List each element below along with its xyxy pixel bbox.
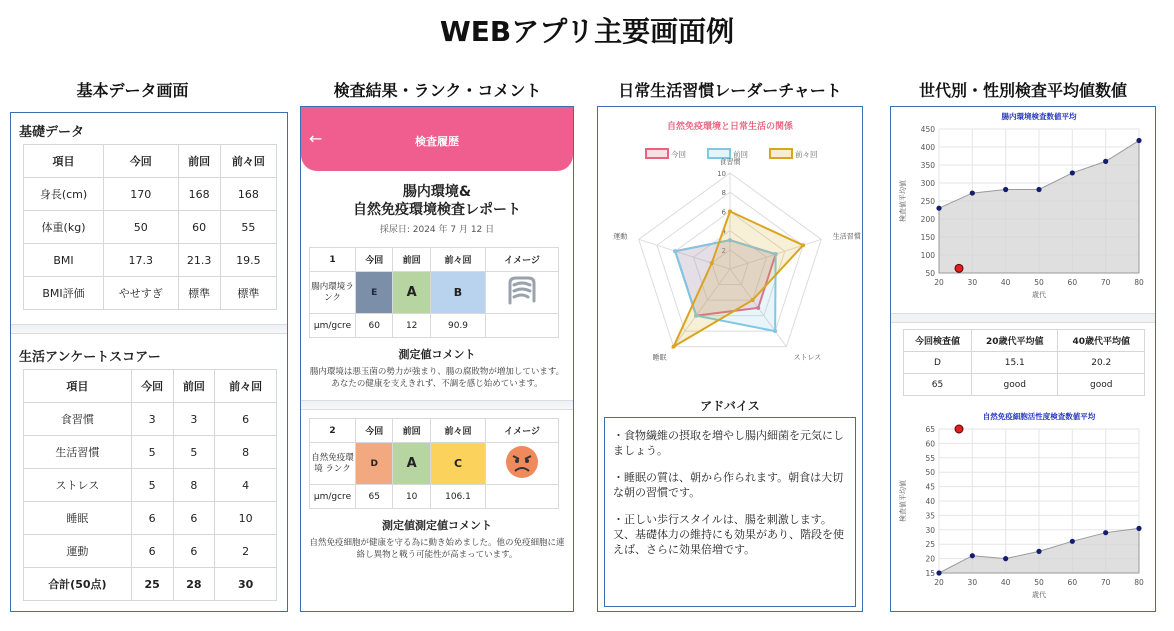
y-tick-label: 35 (925, 511, 935, 521)
x-tick-label: 20 (934, 578, 944, 587)
col-header: 前回 (393, 248, 430, 272)
intestine-icon (504, 273, 540, 309)
data-point (1136, 526, 1141, 531)
radar-tick-label: 2 (721, 246, 726, 255)
cell: 55 (220, 211, 276, 244)
y-tick-label: 250 (920, 197, 935, 206)
comment-text-2: 自然免疫細胞が健康を守る為に動き始めました。他の免疫細胞に連絡し異物と戦う可能性が高まっています。 (309, 538, 565, 560)
cell: 6 (173, 502, 215, 535)
report-title (301, 183, 573, 219)
rank-badge: C (430, 443, 485, 485)
y-tick-label: 450 (920, 125, 935, 134)
table-row (24, 211, 277, 244)
radar-point (773, 329, 777, 333)
x-axis-label: 歳代 (1032, 291, 1046, 299)
cell: 6 (215, 403, 277, 436)
x-tick-label: 70 (1100, 578, 1111, 587)
col-header: 今回 (131, 370, 173, 403)
cell: 身長(cm) (24, 178, 104, 211)
col-header: 40歳代平均値 (1058, 330, 1145, 352)
radar-panel (597, 106, 863, 612)
col-header: イメージ (486, 248, 559, 272)
report-title-line1: 腸内環境& (402, 184, 472, 200)
rank-table-1 (309, 247, 559, 338)
y-tick-label: 300 (920, 179, 935, 188)
radar-title: 自然免疫環境と日常生活の関係 (666, 122, 794, 132)
rank-badge: E (356, 272, 393, 314)
cell: 8 (215, 436, 277, 469)
col-header: 前回 (393, 419, 430, 443)
data-point (1036, 549, 1041, 554)
value-cell: 10 (393, 485, 430, 509)
chart-title: 腸内環境検査数値平均 (1001, 112, 1077, 121)
data-point (936, 570, 941, 575)
cell: 21.3 (178, 244, 220, 277)
col-header: 項目 (24, 145, 104, 178)
cell: 3 (173, 403, 215, 436)
cell: 5 (131, 436, 173, 469)
col-header: 前回 (173, 370, 215, 403)
radar-tick-label: 8 (721, 189, 726, 198)
data-point (1103, 530, 1108, 535)
comment-heading-1: 測定値コメント (398, 348, 476, 361)
value-cell: 90.9 (430, 314, 485, 338)
table-row (24, 277, 277, 310)
y-tick-label: 45 (925, 482, 935, 492)
cell: BMI評価 (24, 277, 104, 310)
value-cell: 106.1 (430, 485, 485, 509)
legend-label: 前々回 (795, 150, 818, 159)
advice-heading: アドバイス (700, 399, 760, 413)
legend-label: 前回 (733, 150, 748, 159)
x-tick-label: 40 (1000, 278, 1011, 287)
data-point (970, 553, 975, 558)
comment-heading-2: 測定値測定値コメント (382, 519, 492, 532)
table-row (24, 469, 277, 502)
data-point (1070, 539, 1075, 544)
y-tick-label: 200 (920, 215, 935, 224)
angry-face-image (486, 443, 559, 485)
col-header: 項目 (24, 370, 132, 403)
advice-item: ・食物繊維の摂取を増やし腸内細菌を元気にしましょう。 (613, 429, 844, 457)
x-tick-label: 80 (1134, 278, 1144, 287)
legend-swatch (770, 149, 792, 158)
x-tick-label: 60 (1067, 278, 1078, 287)
legend-swatch (708, 149, 730, 158)
table-row (24, 403, 277, 436)
advice-item: ・睡眠の質は、朝から作られます。朝食は大切な朝の習慣です。 (613, 471, 844, 499)
rank-badge: D (356, 443, 393, 485)
table-row (24, 178, 277, 211)
cell: 20.2 (1058, 352, 1145, 374)
radar-tick-label: 10 (717, 170, 726, 178)
basic-table (23, 144, 277, 310)
col-header: 前々回 (430, 248, 485, 272)
survey-table (23, 369, 277, 601)
table-row (24, 502, 277, 535)
table-row (24, 535, 277, 568)
y-tick-label: 30 (925, 525, 935, 535)
y-tick-label: 350 (920, 161, 935, 170)
page-title: WEBアプリ主要画面例 (439, 15, 735, 48)
radar-axis-label: ストレス (793, 353, 822, 362)
rank-badge: A (393, 443, 430, 485)
y-tick-label: 55 (925, 453, 935, 463)
data-point (936, 206, 941, 211)
cell: 合計(50点) (24, 568, 132, 601)
cell: 6 (173, 535, 215, 568)
x-tick-label: 50 (1034, 578, 1044, 587)
cell: 食習慣 (24, 403, 132, 436)
cell: good (1058, 374, 1145, 396)
x-tick-label: 20 (934, 278, 944, 287)
section-title-report: 検査結果・ランク・コメント (333, 81, 542, 100)
table-row (904, 352, 1145, 374)
radar-axis-label: 生活習慣 (832, 232, 861, 241)
header-title: 検査履歴 (415, 135, 459, 148)
cell: good (972, 374, 1058, 396)
legend-swatch (646, 149, 668, 158)
y-tick-label: 40 (925, 497, 935, 506)
report-title-line2: 自然免疫環境検査レポート (353, 202, 521, 218)
data-point (1103, 159, 1108, 164)
radar-point (672, 345, 676, 349)
cell: 運動 (24, 535, 132, 568)
cell: D (904, 352, 972, 374)
x-axis-label: 歳代 (1032, 591, 1046, 599)
intestine-image (486, 272, 559, 314)
col-header: 前々回 (215, 370, 277, 403)
empty-cell (486, 485, 559, 509)
cell: 8 (173, 469, 215, 502)
section-title-average: 世代別・性別検査平均値数値 (918, 81, 1127, 100)
col-header: 前々回 (220, 145, 276, 178)
average-table (903, 329, 1145, 396)
cell: 睡眠 (24, 502, 132, 535)
survey-heading: 生活アンケートスコアー (19, 350, 161, 365)
basic-data-panel (10, 112, 288, 612)
radar-axis-label: 睡眠 (652, 353, 667, 362)
radar-point (710, 261, 714, 265)
cell: 168 (220, 178, 276, 211)
table-row (24, 436, 277, 469)
total-row (24, 568, 277, 601)
report-panel (300, 106, 574, 612)
value-cell: 12 (393, 314, 430, 338)
cell: 170 (104, 178, 178, 211)
advice-box (604, 417, 856, 607)
current-value-marker (955, 425, 963, 433)
section-title-radar: 日常生活習慣レーダーチャート (618, 81, 842, 100)
y-tick-label: 100 (920, 251, 935, 260)
radar-point (673, 249, 677, 253)
cell: 4 (215, 469, 277, 502)
table-number: 2 (310, 419, 356, 443)
y-tick-label: 65 (925, 425, 935, 434)
cell: 生活習慣 (24, 436, 132, 469)
section-divider (301, 400, 573, 410)
col-header: 今回 (356, 419, 393, 443)
cell: 標準 (178, 277, 220, 310)
x-tick-label: 30 (967, 278, 978, 287)
col-header: 前回 (178, 145, 220, 178)
report-header (301, 107, 573, 171)
y-tick-label: 60 (925, 439, 935, 449)
cell: 60 (178, 211, 220, 244)
cell: 30 (215, 568, 277, 601)
cell: 10 (215, 502, 277, 535)
rank-label: 腸内環境ランク (310, 272, 356, 314)
data-point (1070, 170, 1075, 175)
cell: 19.5 (220, 244, 276, 277)
cell: 6 (131, 502, 173, 535)
x-tick-label: 60 (1067, 578, 1078, 587)
radar-point (728, 209, 732, 213)
y-tick-label: 50 (925, 468, 935, 478)
cell: 標準 (220, 277, 276, 310)
angry-face-icon (504, 445, 540, 479)
radar-chart (598, 107, 862, 397)
y-tick-label: 50 (925, 269, 935, 278)
radar-tick-label: 4 (721, 227, 726, 236)
cell: 5 (131, 469, 173, 502)
radar-tick-label: 6 (721, 208, 726, 217)
table-number: 1 (310, 248, 356, 272)
cell: やせすぎ (104, 277, 178, 310)
col-header: 今回 (356, 248, 393, 272)
cell: 15.1 (972, 352, 1058, 374)
legend-label: 今回 (671, 150, 686, 159)
y-axis-label: 検査値平均値 (899, 480, 907, 522)
y-tick-label: 20 (925, 554, 935, 564)
current-value-marker (955, 264, 963, 272)
cell: 25 (131, 568, 173, 601)
table-row (24, 244, 277, 277)
cell: 17.3 (104, 244, 178, 277)
cell: BMI (24, 244, 104, 277)
y-axis-label: 検査値平均値 (899, 180, 907, 222)
cell: 50 (104, 211, 178, 244)
rank-badge: A (393, 272, 430, 314)
section-title-basic: 基本データ画面 (76, 81, 189, 100)
data-point (1003, 187, 1008, 192)
basic-heading: 基礎データ (19, 125, 85, 140)
cell: 6 (131, 535, 173, 568)
y-tick-label: 400 (920, 143, 935, 152)
average-panel (890, 106, 1156, 612)
y-tick-label: 150 (920, 233, 935, 242)
col-header: イメージ (486, 419, 559, 443)
cell: 168 (178, 178, 220, 211)
data-point (1136, 138, 1141, 143)
x-tick-label: 30 (967, 578, 978, 587)
cell: ストレス (24, 469, 132, 502)
cell: 65 (904, 374, 972, 396)
rank-label: 自然免疫環境 ランク (310, 443, 356, 485)
cell: 28 (173, 568, 215, 601)
y-tick-label: 25 (925, 540, 935, 550)
rank-table-2 (309, 418, 559, 509)
empty-cell (486, 314, 559, 338)
immune-average-chart (891, 407, 1155, 607)
y-tick-label: 15 (925, 569, 935, 578)
x-tick-label: 50 (1034, 278, 1044, 287)
unit-label: μm/gcre (310, 314, 356, 338)
col-header: 今回 (104, 145, 178, 178)
sample-date: 採尿日: 2024 年 7 月 12 日 (379, 225, 495, 235)
data-point (970, 190, 975, 195)
back-arrow-icon[interactable]: ← (309, 129, 323, 148)
cell: 5 (173, 436, 215, 469)
cell: 体重(kg) (24, 211, 104, 244)
cell: 3 (131, 403, 173, 436)
advice-item: ・正しい歩行スタイルは、腸を刺激します。又、基礎体力の維持にも効果があり、階段を使えば、さらに効果倍増です。 (613, 513, 844, 556)
unit-label: μm/gcre (310, 485, 356, 509)
cell: 2 (215, 535, 277, 568)
section-divider (11, 324, 287, 334)
table-row (904, 374, 1145, 396)
data-point (1036, 187, 1041, 192)
section-divider (891, 313, 1155, 323)
rank-badge: B (430, 272, 485, 314)
data-point (1003, 556, 1008, 561)
value-cell: 65 (356, 485, 393, 509)
col-header: 20歳代平均値 (972, 330, 1058, 352)
comment-text-1: 腸内環境は悪玉菌の勢力が強まり、腸の腐敗物が増加しています。あなたの健康を支えきれず、不調を感じ始めています。 (309, 367, 565, 389)
intestine-average-chart (891, 107, 1155, 307)
x-tick-label: 80 (1134, 578, 1144, 587)
radar-axis-label: 運動 (613, 232, 628, 241)
x-tick-label: 70 (1100, 278, 1111, 287)
col-header: 前々回 (430, 419, 485, 443)
value-cell: 60 (356, 314, 393, 338)
radar-point (801, 243, 805, 247)
radar-axis-label: 食習慣 (719, 158, 741, 166)
col-header: 今回検査値 (904, 330, 972, 352)
chart-title: 自然免疫細胞活性度検査数値平均 (982, 412, 1096, 421)
x-tick-label: 40 (1000, 578, 1011, 587)
radar-point (751, 298, 755, 302)
